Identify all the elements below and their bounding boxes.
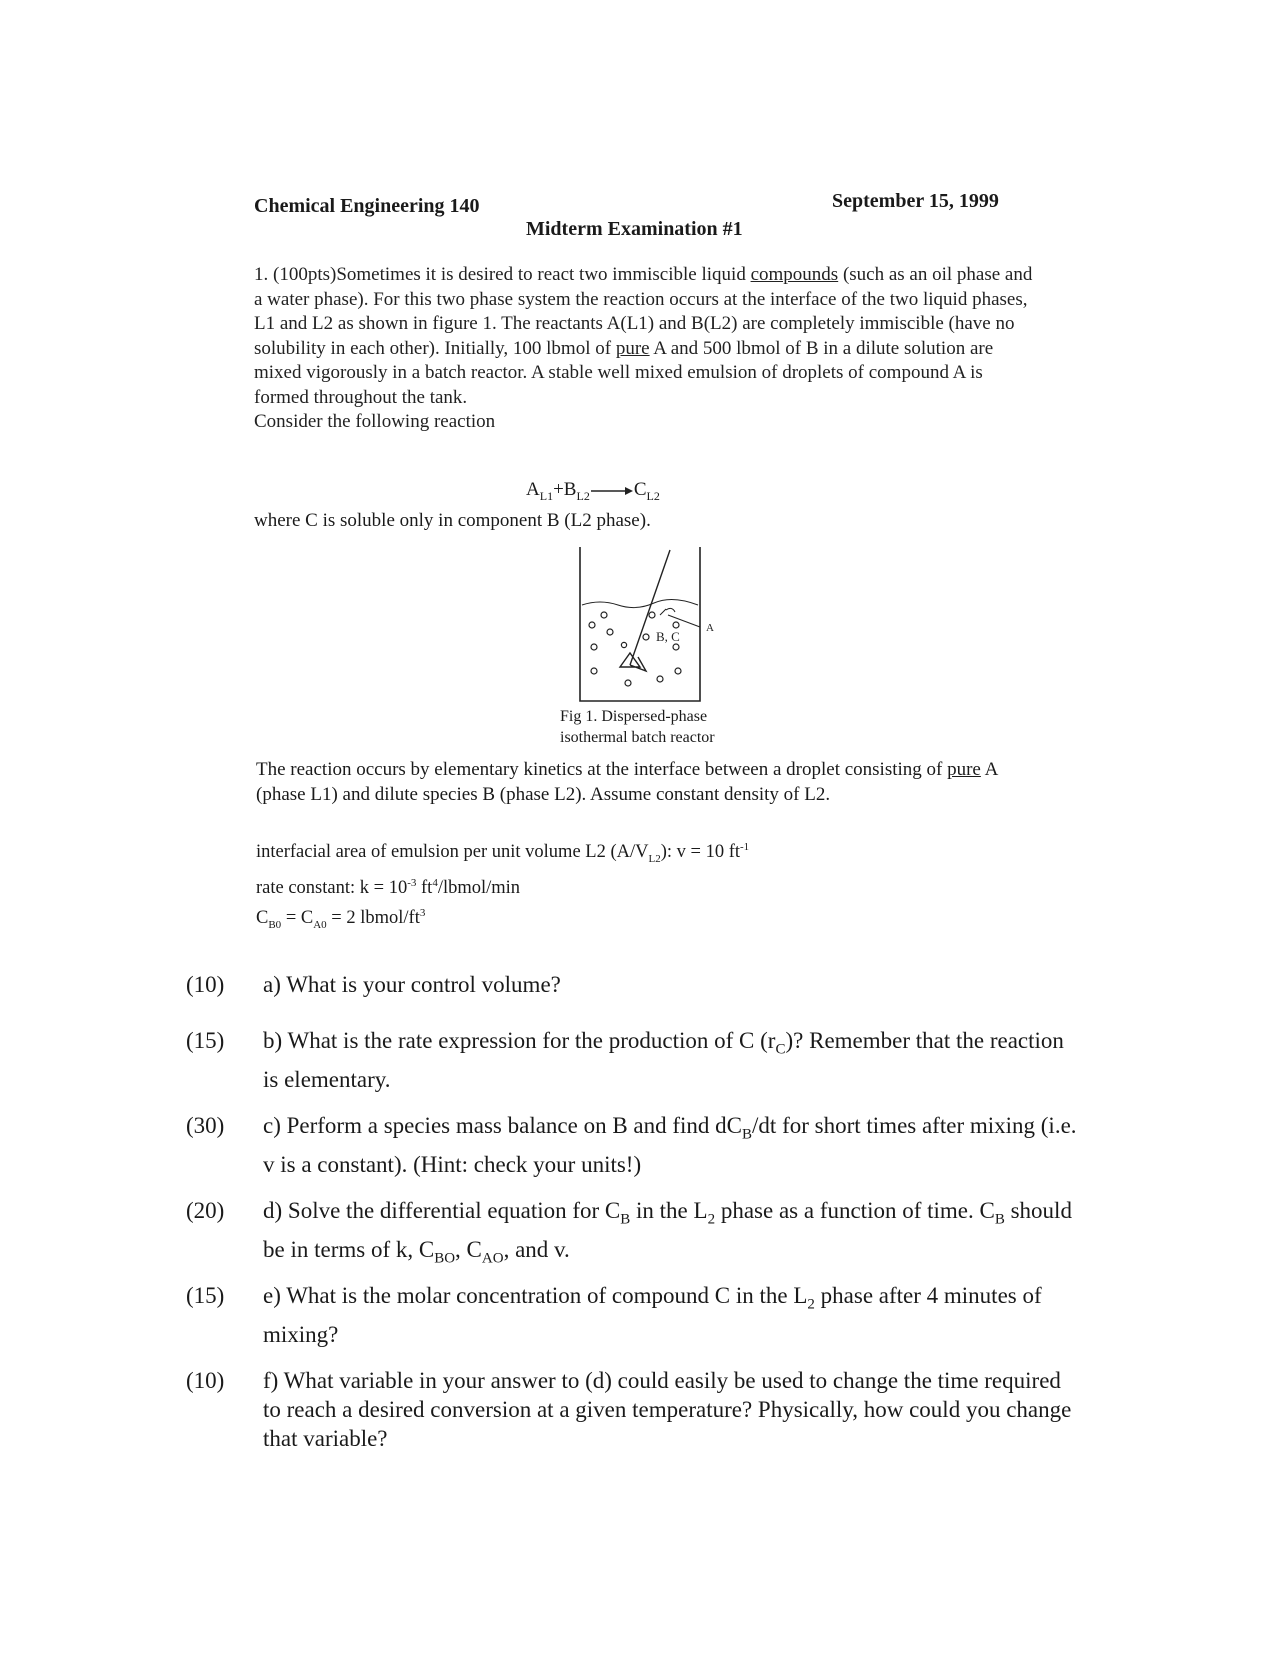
intro-text-3: A and 500 lbmol of B in a dilute solution are mixed vigorously in a batch reactor. A stable well mixed emulsion of droplets of compound A is formed throughout the tank.: [254, 337, 994, 408]
question-points: (15): [186, 1283, 225, 1308]
kinetics-text-2: A (phase L1) and dilute species B (phase L2). Assume constant density of L2.: [256, 759, 998, 805]
question-d: [186, 1196, 1086, 1273]
question-points: (20): [186, 1198, 225, 1223]
reactant-a: A: [526, 479, 540, 500]
figure-caption: [560, 706, 715, 748]
exam-date: September 15, 1999: [832, 190, 999, 212]
question-b: [186, 1026, 1086, 1094]
product-c: C: [633, 479, 647, 500]
problem-intro: [254, 263, 1034, 435]
intro-underlined-compounds: compounds: [750, 264, 839, 285]
caption-line-1: Fig 1. Dispersed-phase: [560, 708, 708, 725]
exam-title: Midterm Examination #1: [526, 218, 743, 240]
intro-paragraph: [254, 263, 1034, 410]
label-bc: B, C: [656, 629, 680, 644]
course-title: Chemical Engineering 140: [254, 195, 480, 217]
param-rate-constant: rate constant: $k = 10^{-3}$ $ft^4/lbmol/\min$: [256, 877, 521, 899]
reactant-b: B: [563, 479, 577, 500]
reaction-equation: [526, 479, 660, 504]
question-points: (10): [186, 972, 225, 997]
reactor-vessel-icon: [580, 547, 700, 701]
question-f: [186, 1366, 1086, 1453]
intro-text-2: (such as an oil phase and a water phase). For this two phase system the reaction occurs at the interface of the two liquid phases, L1 and L2 as shown in figure 1. The reactants A(L1) and B(L2) are completely immiscible (have no solubility in each other). Initially, 100 lbmol of: [254, 264, 1033, 359]
reactant-a-phase: L1: [539, 488, 554, 503]
kinetics-text-1: The reaction occurs by elementary kinetics at the interface between a droplet consisting of: [256, 759, 948, 780]
reactant-b-phase: L2: [576, 488, 590, 503]
question-points: (30): [186, 1113, 225, 1138]
question-a: [186, 970, 1086, 999]
param-initial-concentration: $C_{B0} = C_{A0} = 2$ lbmol/$ft^3$: [256, 907, 426, 931]
question-text: b) What is the rate expression for the production of C $(r_C)$? Remember that the reaction is elementary.: [263, 1028, 1064, 1092]
solubility-note: where C is soluble only in component B (L2 phase).: [254, 510, 651, 531]
param-interfacial-area: interfacial area of emulsion per unit volume L2 $(A/V_{L2})$: v = 10 $ft^{-1}$: [256, 841, 750, 865]
question-text: e) What is the molar concentration of compound C in the $L_2$ phase after 4 minutes of mixing?: [263, 1283, 1042, 1347]
reactor-figure: [560, 545, 740, 705]
intro-underlined-pure: pure: [615, 337, 650, 359]
question-text: f) What variable in your answer to (d) could easily be used to change the time required to reach a desired conversion at a given temperature? Physically, how could you change that variable?: [263, 1368, 1072, 1451]
plus-sign: +: [553, 479, 564, 500]
product-c-phase: L2: [646, 488, 660, 503]
liquid-surface-icon: [582, 599, 698, 607]
question-points: (15): [186, 1028, 225, 1053]
parameters-block: [256, 835, 749, 937]
question-c: [186, 1111, 1086, 1179]
reaction-arrow-icon: [591, 486, 633, 496]
kinetics-underlined-pure: pure: [947, 759, 981, 780]
question-e: [186, 1281, 1086, 1349]
consider-line: Consider the following reaction: [254, 411, 496, 432]
kinetics-paragraph: [256, 757, 1036, 807]
label-a: A: [706, 622, 714, 634]
question-text: c) Perform a species mass balance on B and find $dC_B/dt$ for short times after mixing (i.e. v is a constant). (Hint: check your units!): [263, 1113, 1077, 1177]
question-points: (10): [186, 1368, 225, 1393]
question-text: d) Solve the differential equation for $C_B$ in the $L_2$ phase as a function of time. $C_B$ should be in terms of k, $C_{BO}$, $C_{AO}$, and v.: [263, 1198, 1072, 1267]
question-text: a) What is your control volume?: [263, 972, 561, 997]
intro-text-1: 1. (100pts)Sometimes it is desired to react two immiscible liquid: [254, 264, 751, 285]
caption-line-2: isothermal batch reactor: [560, 729, 715, 746]
